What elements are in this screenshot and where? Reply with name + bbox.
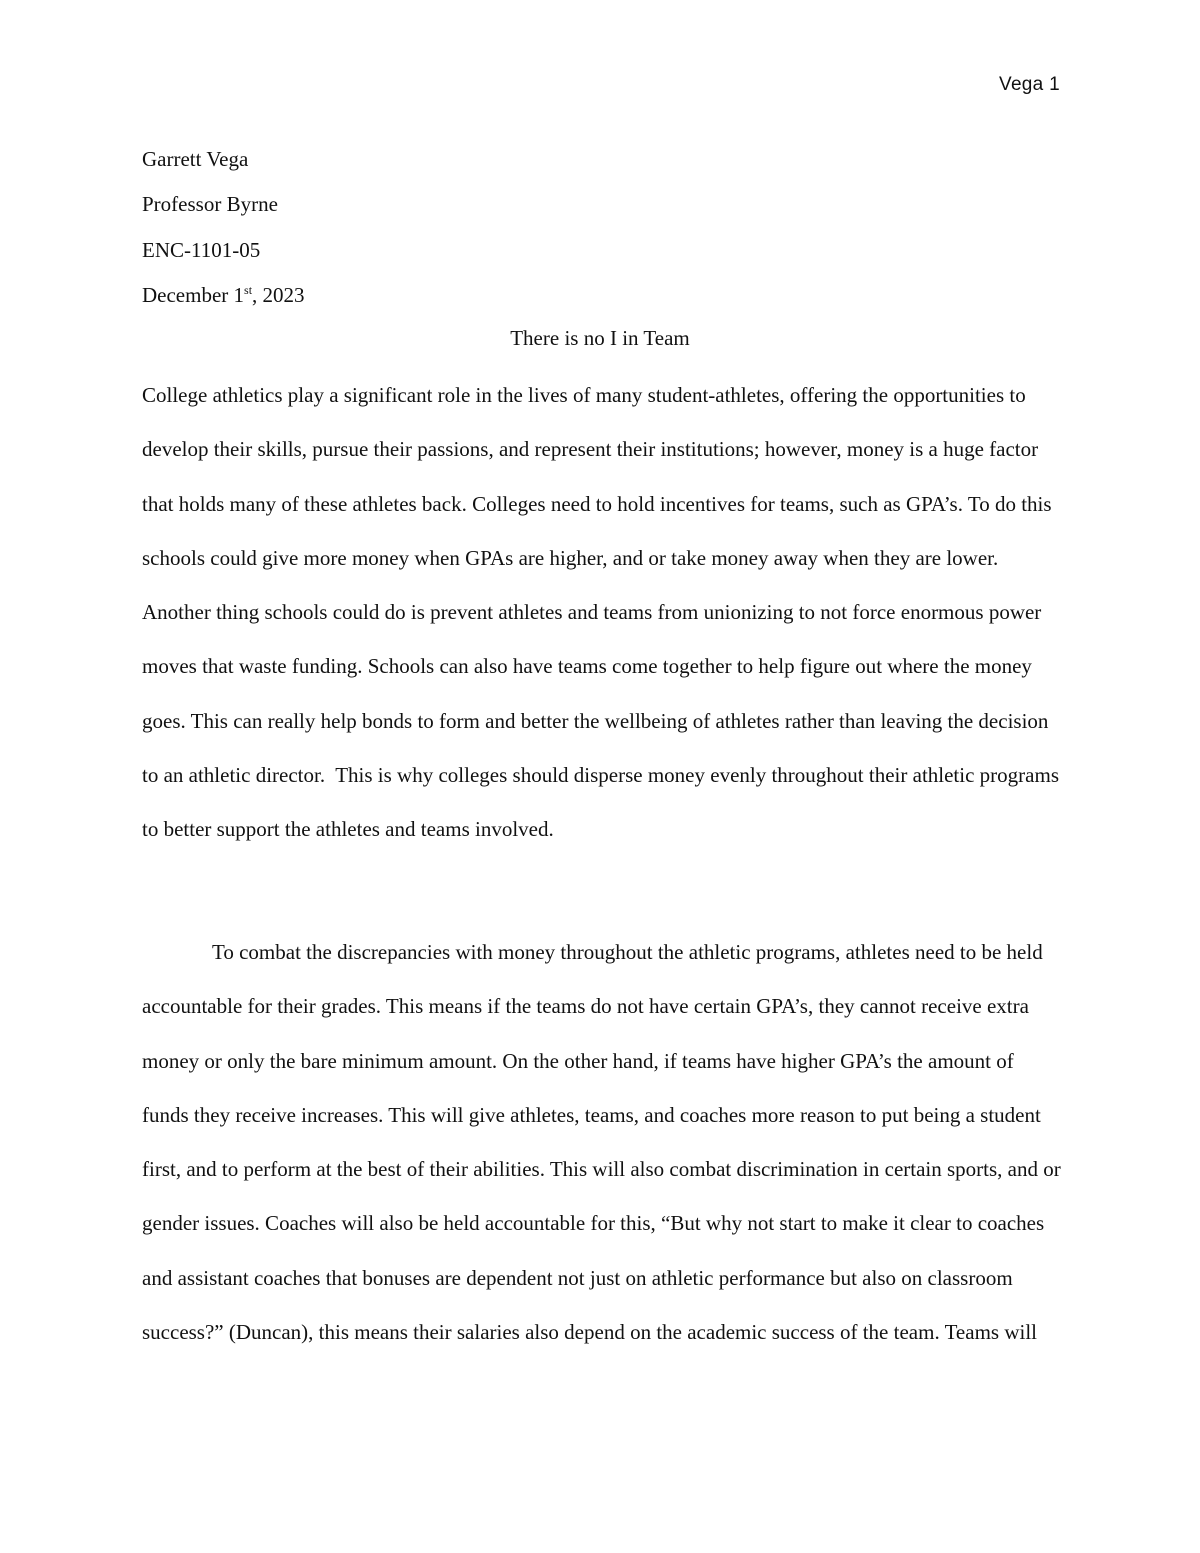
running-head: Vega 1 <box>999 74 1060 95</box>
course-code: ENC-1101-05 <box>142 238 261 262</box>
date-ordinal: st <box>244 283 253 297</box>
paragraph-intro: College athletics play a significant role in the lives of many student-athletes, offering the opportunities to develop their skills, pursue their passions, and represent their institutions; however, money is a huge factor that holds many of these athletes back. Colleges need to hold incentives for teams, such as GPA’s. To do this schools could give more money when GPAs are higher, and or take money away when they are lower. Another thing schools could do is prevent athletes and teams from unionizing to not force enormous power moves that waste funding. Schools can also have teams come together to help figure out where the money goes. This can really help bonds to form and better the wellbeing of athletes rather than leaving the decision to an athletic director. This is why colleges should disperse money evenly throughout their athletic programs to better support the athletes and teams involved. <box>142 383 1059 842</box>
essay-title: There is no I in Team <box>510 326 690 350</box>
date-prefix: December 1 <box>142 283 245 307</box>
instructor-name: Professor Byrne <box>142 192 278 216</box>
date-rest: , 2023 <box>252 283 305 307</box>
date-line <box>142 282 305 308</box>
paragraph-body: To combat the discrepancies with money throughout the athletic programs, athletes need to be held accountable for their grades. This means if the teams do not have certain GPA’s, they cannot receive extra money or only the bare minimum amount. On the other hand, if teams have higher GPA’s the amount of funds they receive increases. This will give athletes, teams, and coaches more reason to put being a student first, and to perform at the best of their abilities. This will also combat discrimination in certain sports, and or gender issues. Coaches will also be held accountable for this, “But why not start to make it clear to coaches and assistant coaches that bonuses are dependent not just on athletic performance but also on classroom success?” (Duncan), this means their salaries also depend on the academic success of the team. Teams will <box>142 940 1061 1345</box>
author-name: Garrett Vega <box>142 147 249 171</box>
